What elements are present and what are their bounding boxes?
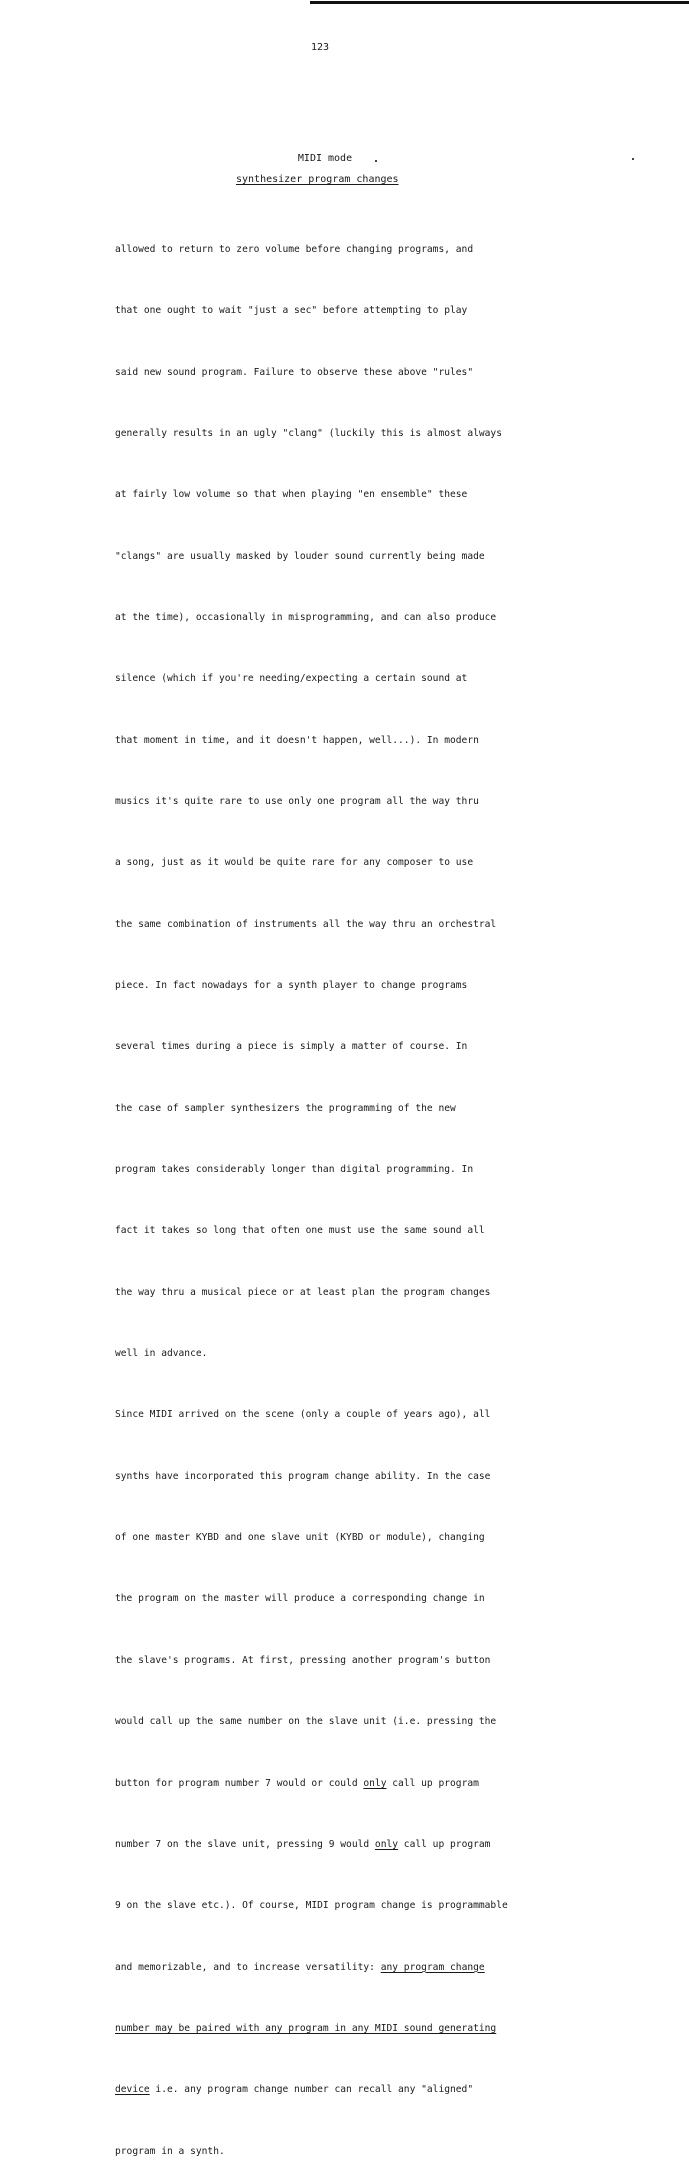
text-line xyxy=(115,608,575,628)
text-line xyxy=(115,1958,575,1978)
text-line xyxy=(115,2080,575,2100)
text-line xyxy=(115,1651,575,1671)
text-run: synths have incorporated this program change ability. In the case xyxy=(115,1470,491,1482)
text-line xyxy=(115,1160,575,1180)
text-run: the slave's programs. At first, pressing another program's button xyxy=(115,1654,491,1666)
text-line xyxy=(115,1221,575,1241)
text-run: of one master KYBD and one slave unit (KYBD or module), changing xyxy=(115,1532,485,1544)
text-run: at the time), occasionally in misprogramming, and can also produce xyxy=(115,611,497,623)
text-run: piece. In fact nowadays for a synth player to change programs xyxy=(115,980,468,992)
text-run: Since MIDI arrived on the scene (only a couple of years ago), all xyxy=(115,1409,491,1421)
text-run: the program on the master will produce a corresponding change in xyxy=(115,1593,485,1605)
text-line xyxy=(115,1283,575,1303)
text-run: the case of sampler synthesizers the programming of the new xyxy=(115,1102,456,1114)
text-line xyxy=(115,424,575,444)
text-run: a song, just as it would be quite rare for any composer to use xyxy=(115,857,474,869)
text-line xyxy=(115,1467,575,1487)
text-line xyxy=(115,915,575,935)
text-line xyxy=(115,2142,575,2162)
text-line xyxy=(115,1344,575,1364)
underlined-run: only xyxy=(363,1777,387,1789)
text-run: said new sound program. Failure to observe these above "rules" xyxy=(115,366,474,378)
underlined-run: device xyxy=(115,2084,150,2096)
text-run: several times during a piece is simply a matter of course. In xyxy=(115,1041,468,1053)
text-run: i.e. any program change number can recall any "aligned" xyxy=(149,2084,474,2096)
text-run: and memorizable, and to increase versatility: xyxy=(115,1961,381,1973)
page-number: 123 xyxy=(310,42,330,53)
text-line xyxy=(115,547,575,567)
text-run: program takes considerably longer than digital programming. In xyxy=(115,1164,474,1176)
text-run: generally results in an ugly "clang" (luckily this is almost always xyxy=(115,427,502,439)
text-line xyxy=(115,853,575,873)
text-run: silence (which if you're needing/expecting a certain sound at xyxy=(115,673,468,685)
text-line xyxy=(115,1037,575,1057)
text-run: allowed to return to zero volume before changing programs, and xyxy=(115,243,474,255)
underlined-run: only xyxy=(374,1838,399,1850)
text-line xyxy=(115,1896,575,1916)
text-run: 9 on the slave etc.). Of course, MIDI program change is programmable xyxy=(115,1900,508,1912)
underlined-run: any program change xyxy=(380,1961,485,1973)
text-line xyxy=(115,301,575,321)
scan-speck xyxy=(632,158,634,160)
text-run: fact it takes so long that often one must use the same sound all xyxy=(115,1225,485,1237)
text-line xyxy=(115,1405,575,1425)
text-run: button for program number 7 would or could xyxy=(115,1777,364,1789)
text-line xyxy=(115,792,575,812)
text-run: "clangs" are usually masked by louder sound currently being made xyxy=(115,550,485,562)
text-run: musics it's quite rare to use only one program all the way thru xyxy=(115,796,479,807)
text-line xyxy=(115,1528,575,1548)
text-run: that one ought to wait "just a sec" before attempting to play xyxy=(115,305,468,317)
text-line xyxy=(115,1099,575,1119)
underlined-run: number may be paired with any program in any MIDI sound generating xyxy=(115,2022,497,2034)
text-run: that moment in time, and it doesn't happen, well...). In modern xyxy=(115,734,479,746)
text-line xyxy=(115,731,575,751)
text-line xyxy=(115,1589,575,1609)
section-subtitle: synthesizer program changes xyxy=(236,174,399,185)
body-text xyxy=(115,199,575,2182)
section-title: MIDI mode xyxy=(297,153,353,164)
text-run: call up program xyxy=(386,1777,479,1789)
text-line xyxy=(115,2019,575,2039)
text-line xyxy=(115,669,575,689)
text-line xyxy=(115,976,575,996)
text-run: would call up the same number on the slave unit (i.e. pressing the xyxy=(115,1716,497,1728)
text-line xyxy=(115,363,575,383)
text-run: call up program xyxy=(398,1838,491,1850)
text-run: number 7 on the slave unit, pressing 9 would xyxy=(115,1838,375,1850)
text-run: the way thru a musical piece or at least plan the program changes xyxy=(115,1286,491,1298)
text-line xyxy=(115,1774,575,1794)
text-run: at fairly low volume so that when playing "en ensemble" these xyxy=(115,489,468,501)
text-line xyxy=(115,1835,575,1855)
scan-speck xyxy=(375,160,377,162)
text-run: program in a synth. xyxy=(115,2145,225,2157)
text-run: the same combination of instruments all the way thru an orchestral xyxy=(115,918,497,930)
top-rule xyxy=(310,1,689,4)
text-line xyxy=(115,485,575,505)
text-line xyxy=(115,1712,575,1732)
text-run: well in advance. xyxy=(115,1348,208,1360)
text-line xyxy=(115,240,575,260)
